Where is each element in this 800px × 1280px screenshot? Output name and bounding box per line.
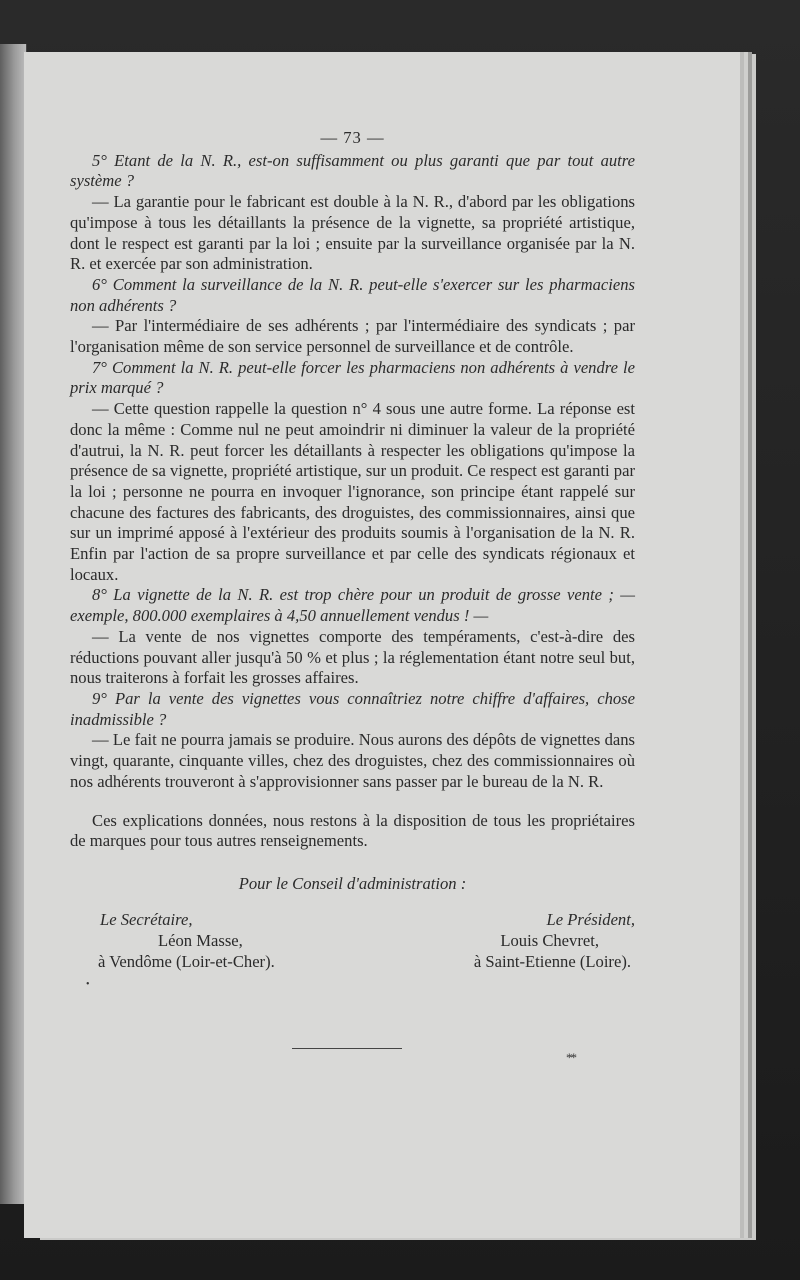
secretary-name: Léon Masse, [158, 930, 243, 950]
page-content [70, 128, 635, 972]
council-heading: Pour le Conseil d'administration : [238, 873, 467, 893]
question-9-text: 9° Par la vente des vignettes vous connaîtriez notre chiffre d'affaires, chose inadmissible ? [70, 688, 635, 729]
secretary-signature [70, 909, 275, 972]
page-number: — 73 — [320, 128, 385, 147]
answer-7: — Cette question rappelle la question n° 4 sous une autre forme. La réponse est donc la même : Comme nul ne peut amoindrir ni diminuer la valeur de la propriété d'autrui, la N. R. peut forcer les détaillants à respecter les obligations qu'impose la présence de sa vignette, propriété artistique, sur un produit. Ce respect est garanti par la loi ; personne ne pourra en invoquer l'ignorance, son principe étant rappelé sur chacune des factures des fabricants, des droguistes, des commissionnaires, ainsi que sur un imprimé apposé à l'extérieur des produits soumis à l'organisation de la N. R. Enfin par l'action de sa propre surveillance et par celle des syndicats régionaux et locaux. [70, 399, 635, 584]
question-7 [70, 358, 635, 399]
question-8-text: 8° La vignette de la N. R. est trop chère pour un produit de grosse vente ; — exemple, 800.000 exemplaires à 4,50 annuellement vendus ! — [70, 585, 635, 626]
question-7-text: 7° Comment la N. R. peut-elle forcer les pharmaciens non adhérents à vendre le prix marqué ? [70, 357, 635, 398]
page-stack-edge [740, 56, 756, 1234]
answer-6: — Par l'intermédiaire de ses adhérents ; par l'intermédiaire des syndicats ; par l'organisation même de son service personnel de surveillance et de contrôle. [70, 316, 635, 357]
president-name: Louis Chevret, [500, 930, 599, 950]
secretary-place: à Vendôme (Loir-et-Cher). [98, 951, 275, 971]
secretary-title: Le Secrétaire, [100, 909, 193, 929]
bullet-mark-icon: • [86, 979, 90, 990]
answer-5: — La garantie pour le fabricant est double à la N. R., d'abord par les obligations qu'impose à tous les détaillants la présence de la vignette, sa propriété artistique, dont le respect est garanti par la loi ; ensuite par la surveillance organisée par la N. R. et exercée par son administration. [70, 192, 635, 274]
president-place: à Saint-Etienne (Loire). [473, 951, 631, 971]
closing-paragraph: Ces explications données, nous restons à la disposition de tous les propriétaires de marques pour tous autres renseignements. [70, 810, 635, 851]
question-8 [70, 585, 635, 626]
answer-8: — La vente de nos vignettes comporte des tempéraments, c'est-à-dire des réductions pouvant aller jusqu'à 50 % et plus ; la réglementation étant notre seul but, nous traiterons à forfait les grosses affaires. [70, 626, 635, 688]
question-6-text: 6° Comment la surveillance de la N. R. peut-elle s'exercer sur les pharmaciens non adhérents ? [70, 274, 635, 315]
answer-9: — Le fait ne pourra jamais se produire. Nous aurons des dépôts de vignettes dans vingt, quarante, cinquante villes, chez des droguistes, chez des commissionnaires où nos adhérents trouveront à s'approvisionner sans passer par le bureau de la N. R. [70, 730, 635, 791]
president-title: Le Président, [546, 909, 635, 929]
question-5-text: 5° Etant de la N. R., est-on suffisamment ou plus garanti que par tout autre système ? [70, 150, 635, 191]
question-6 [70, 275, 635, 316]
question-9 [70, 689, 635, 730]
facing-page-edge [0, 44, 27, 1204]
signatures [70, 909, 635, 972]
closing-rule [292, 1048, 402, 1049]
question-5 [70, 151, 635, 192]
asterisks: ** [566, 1050, 575, 1065]
president-signature [474, 909, 635, 972]
paragraph-gap [70, 793, 635, 811]
